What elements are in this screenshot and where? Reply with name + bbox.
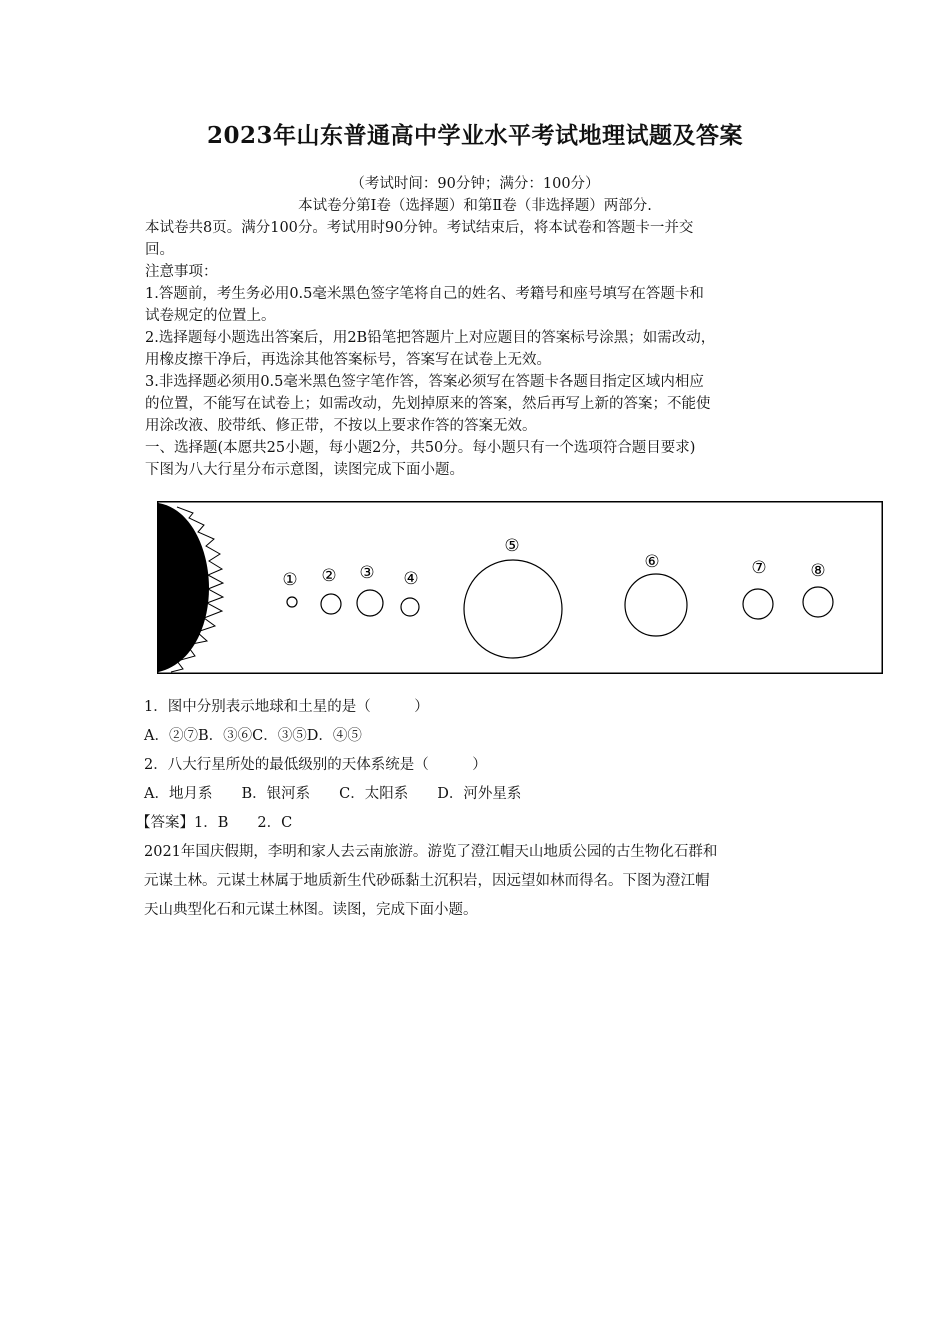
figure-intro: 下图为八大行星分布示意图，读图完成下面小题。 [145, 462, 464, 478]
notice-2-line-2: 用橡皮擦干净后，再选涂其他答案标号，答案写在试卷上无效。 [145, 352, 551, 368]
intro-line-1: 本试卷共8页。满分100分。考试用时90分钟。考试结束后，将本试卷和答题卡一并交 [145, 220, 694, 236]
planet-label-4: ④ [403, 569, 419, 589]
planet-3-circle [357, 590, 383, 616]
planet-7 [743, 558, 773, 619]
planet-label-1: ① [282, 570, 298, 590]
question-2-options: A．地月系 B．银河系 C．太阳系 D．河外星系 [144, 786, 522, 802]
planet-label-6: ⑥ [644, 552, 660, 572]
answer-line: 【答案】1．B 2．C [136, 815, 293, 831]
notice-1-line-2: 试卷规定的位置上。 [145, 308, 276, 324]
planet-5 [464, 536, 562, 658]
solar-system-diagram [157, 501, 883, 674]
passage-line-1: 2021年国庆假期，李明和家人去云南旅游。游览了澄江帽天山地质公园的古生物化石群和 [144, 844, 718, 860]
notice-3-line-2: 的位置，不能写在试卷上；如需改动，先划掉原来的答案，然后再写上新的答案；不能使 [145, 396, 711, 412]
planet-8 [803, 561, 833, 617]
notice-2-line-1: 2.选择题每小题选出答案后，用2B铅笔把答题片上对应题目的答案标号涂黑；如需改动， [145, 330, 716, 346]
question-2: 2．八大行星所处的最低级别的天体系统是（ ） [144, 757, 487, 773]
intro-line-2: 回。 [145, 242, 174, 258]
diagram-frame [158, 502, 883, 674]
question-1-options: A．②⑦B．③⑥C．③⑤D．④⑤ [144, 728, 362, 744]
planet-label-3: ③ [359, 563, 375, 583]
planet-6 [625, 552, 687, 636]
passage-line-2: 元谋土林。元谋土林属于地质新生代砂砾黏土沉积岩，因远望如林而得名。下图为澄江帽 [144, 873, 710, 889]
planet-2 [321, 566, 341, 614]
question-1: 1．图中分别表示地球和土星的是（ ） [144, 699, 429, 715]
notice-3-line-1: 3.非选择题必须用0.5毫米黑色签字笔作答，答案必须写在答题卡各题目指定区域内相应 [145, 374, 704, 390]
notice-heading: 注意事项： [145, 264, 218, 280]
planet-1 [282, 570, 297, 607]
planet-3 [357, 563, 383, 616]
page-title: 2023年山东普通高中学业水平考试地理试题及答案 [206, 122, 743, 149]
planet-4-circle [401, 598, 419, 616]
notice-1-line-1: 1.答题前，考生务必用0.5毫米黑色签字笔将自己的姓名、考籍号和座号填写在答题卡和 [145, 286, 704, 302]
planet-6-circle [625, 574, 687, 636]
exam-time: （考试时间：90分钟；满分：100分） [350, 176, 600, 192]
planet-label-7: ⑦ [751, 558, 767, 578]
planet-1-circle [287, 597, 297, 607]
planet-label-2: ② [321, 566, 337, 586]
planet-7-circle [743, 589, 773, 619]
notice-3-line-3: 用涂改液、胶带纸、修正带，不按以上要求作答的答案无效。 [145, 418, 537, 434]
passage-line-3: 天山典型化石和元谋土林图。读图，完成下面小题。 [144, 902, 478, 918]
planet-5-circle [464, 560, 562, 658]
planet-label-8: ⑧ [810, 561, 826, 581]
section-heading: 一、选择题(本愿共25小题，每小题2分，共50分。每小题只有一个选项符合题目要求) [145, 440, 696, 456]
planet-4 [401, 569, 419, 616]
planet-8-circle [803, 587, 833, 617]
paper-parts: 本试卷分第Ⅰ卷（选择题）和第Ⅱ卷（非选择题）两部分. [298, 198, 652, 214]
planet-2-circle [321, 594, 341, 614]
planet-label-5: ⑤ [504, 536, 520, 556]
